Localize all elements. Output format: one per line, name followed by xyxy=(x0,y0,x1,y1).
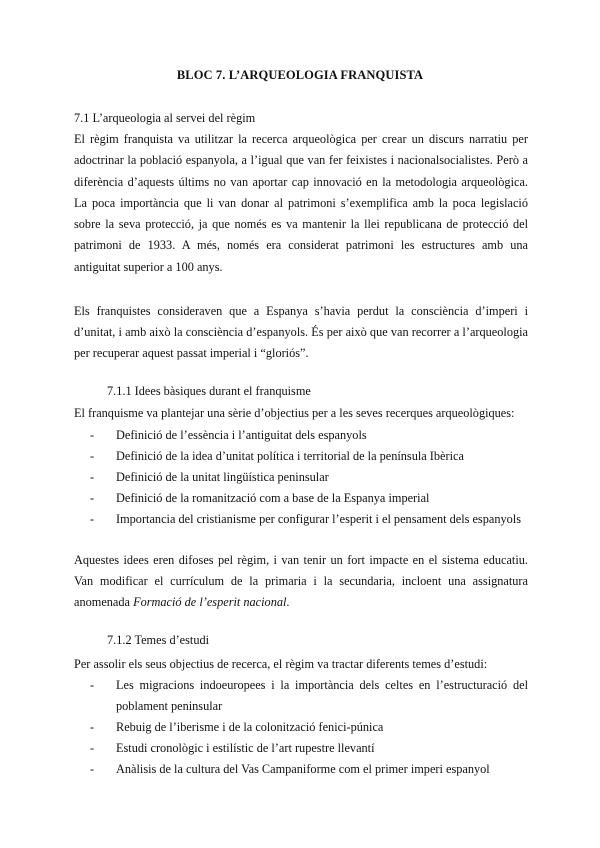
topics-intro: Per assolir els seus objectius de recerca, el règim va tractar diferents temes d’estudi: xyxy=(74,657,488,671)
list-item xyxy=(74,425,528,446)
list-item xyxy=(74,488,528,509)
list-item xyxy=(74,675,528,717)
list-item-text: Anàlisis de la cultura del Vas Campaniforme com el primer imperi espanyol xyxy=(116,762,490,776)
list-item-text: Definició de la romanització com a base de la Espanya imperial xyxy=(116,491,430,505)
list-dash: - xyxy=(90,762,95,776)
list-item xyxy=(74,759,528,780)
list-item xyxy=(74,717,528,738)
list-item-text: Estudi cronològic i estilístic de l’art rupestre llevantí xyxy=(116,741,375,755)
paragraph-regime-archaeology: El règim franquista va utilitzar la recerca arqueològica per crear un discurs narratiu per adoctrinar la població espanyola, a l’igual que van fer feixistes i nacionalsocialistes. Però a diferència d’aquests últims no van aportar cap innovació en la metodologia arqueològica. La poca importància que li van donar al patrimoni s’exemplifica amb la poca legislació sobre la seva protecció, ja que només es va mantenir la llei republicana de protecció del patrimoni de 1933. A més, només era considerat patrimoni les estructures amb una antiguitat superior a 100 anys. xyxy=(74,132,528,274)
list-dash: - xyxy=(90,470,95,484)
list-dash: - xyxy=(90,678,95,692)
list-item-text: Definició de l’essència i l’antiguitat dels espanyols xyxy=(116,428,367,442)
section-heading-7-1-1: 7.1.1 Idees bàsiques durant el franquisme xyxy=(107,384,311,398)
list-item-text: Definició de la idea d’unitat política i territorial de la península Ibèrica xyxy=(116,449,464,463)
paragraph-text: Aquestes idees eren difoses pel règim, i van tenir un fort impacte en el sistema educatiu. Van modificar el currículum de la primaria i la secundaria, incloent una assignatura anomenada xyxy=(74,553,528,609)
objectives-list xyxy=(74,425,528,530)
objectives-intro: El franquisme va plantejar una sèrie d’objectius per a les seves recerques arqueològiques: xyxy=(74,406,515,420)
list-item xyxy=(74,738,528,759)
paragraph-imperial-past: Els franquistes consideraven que a Espanya s’havia perdut la consciència d’imperi i d’unitat, i amb això la consciència d’espanyols. És per això que van recorrer a l’arqueologia per recuperar aquest passat imperial i “gloriós”. xyxy=(74,304,528,360)
section-heading-7-1-2: 7.1.2 Temes d’estudi xyxy=(107,633,210,647)
list-dash: - xyxy=(90,491,95,505)
document-title: BLOC 7. L’ARQUEOLOGIA FRANQUISTA xyxy=(176,68,424,82)
paragraph-education-impact xyxy=(74,550,528,613)
paragraph-end: . xyxy=(286,595,290,609)
list-dash: - xyxy=(90,428,95,442)
list-dash: - xyxy=(90,512,95,526)
list-item-text: Definició de la unitat lingüística peninsular xyxy=(116,470,329,484)
list-dash: - xyxy=(90,720,95,734)
list-item-text: Importancia del cristianisme per configurar l’esperit i el pensament dels espanyols xyxy=(116,512,521,526)
list-item xyxy=(74,446,528,467)
section-heading-7-1: 7.1 L’arqueologia al servei del règim xyxy=(74,111,256,125)
course-name: Formació de l’esperit nacional xyxy=(133,595,287,609)
list-item-text: Rebuig de l’iberisme i de la colonització fenici-púnica xyxy=(116,720,384,734)
list-dash: - xyxy=(90,741,95,755)
list-item xyxy=(74,467,528,488)
topics-list xyxy=(74,675,528,780)
list-dash: - xyxy=(90,449,95,463)
list-item-text: Les migracions indoeuropees i la importància dels celtes en l’estructuració del poblament peninsular xyxy=(116,678,528,713)
list-item xyxy=(74,509,528,530)
